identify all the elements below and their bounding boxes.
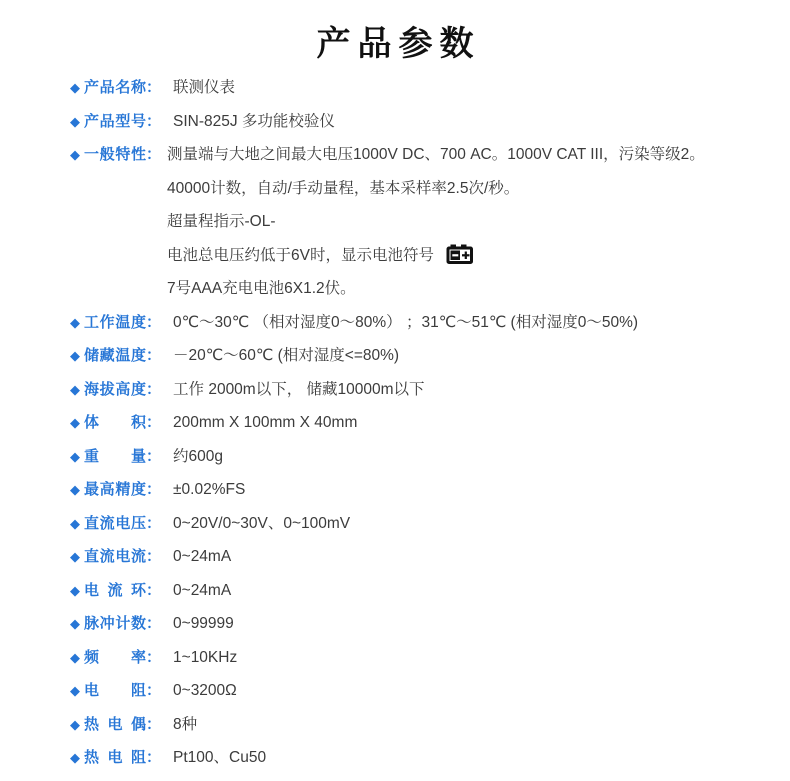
spec-label: 工作温度 <box>84 313 146 331</box>
feature-line: 7号AAA充电电池6X1.2伏。 <box>167 280 356 297</box>
spec-value: ±0.02%FS <box>173 481 246 498</box>
spec-colon: ： <box>146 548 162 565</box>
spec-colon: ： <box>146 347 162 364</box>
spec-colon: ： <box>146 615 162 632</box>
spec-label: 电 阻 <box>84 682 146 699</box>
diamond-bullet-icon: ◆ <box>70 649 80 665</box>
spec-row-pulse-count <box>70 607 772 641</box>
diamond-bullet-icon: ◆ <box>70 80 80 95</box>
diamond-bullet-icon: ◆ <box>70 683 80 698</box>
spec-colon: ： <box>146 481 162 498</box>
spec-value: 1~10KHz <box>173 648 238 666</box>
spec-label: 电 流 环 <box>84 581 146 599</box>
spec-value: 200mm X 100mm X 40mm <box>173 414 358 431</box>
spec-label: 直流电压 <box>84 514 146 532</box>
diamond-bullet-icon: ◆ <box>70 549 80 564</box>
spec-row-dc-voltage <box>70 507 772 541</box>
spec-colon: ： <box>146 414 162 431</box>
feature-line: 超量程指示-OL- <box>167 213 276 230</box>
spec-colon: ： <box>146 380 162 398</box>
spec-colon: ： <box>146 715 162 733</box>
spec-label: 一般特性 <box>84 146 146 163</box>
feature-line: 40000计数，自动/手动量程，基本采样率2.5次/秒。 <box>167 179 520 197</box>
diamond-bullet-icon: ◆ <box>70 314 80 330</box>
spec-value: －20℃～60℃ (相对湿度<=80%) <box>173 347 400 364</box>
feature-line-battery <box>167 239 705 273</box>
spec-row-product-name <box>70 71 772 105</box>
spec-row-storage-temp <box>70 339 772 373</box>
spec-row-max-accuracy <box>70 473 772 507</box>
spec-label: 产品型号 <box>84 112 146 130</box>
diamond-bullet-icon: ◆ <box>70 750 80 765</box>
diamond-bullet-icon: ◆ <box>70 515 80 531</box>
spec-colon: ： <box>146 447 162 465</box>
battery-low-icon <box>446 244 474 264</box>
spec-label: 体 积 <box>84 414 146 431</box>
spec-colon: ： <box>146 514 162 532</box>
spec-value <box>167 138 705 306</box>
diamond-bullet-icon: ◆ <box>70 113 80 129</box>
spec-label: 直流电流 <box>84 548 146 565</box>
spec-colon: ： <box>146 749 162 766</box>
spec-label: 热 电 偶 <box>84 715 146 733</box>
spec-value: SIN-825J 多功能校验仪 <box>173 112 335 130</box>
spec-row-dimensions <box>70 406 772 440</box>
spec-label: 频 率 <box>84 648 146 666</box>
spec-value: Pt100、Cu50 <box>173 749 267 766</box>
spec-colon: ： <box>146 112 162 130</box>
diamond-bullet-icon: ◆ <box>70 482 80 497</box>
spec-value: 0~24mA <box>173 581 232 599</box>
feature-line-text: 电池总电压约低于6V时，显示电池符号 <box>167 246 434 264</box>
diamond-bullet-icon: ◆ <box>70 348 80 363</box>
spec-row-product-model <box>70 105 772 139</box>
spec-colon: ： <box>146 79 162 96</box>
spec-value: 0~20V/0~30V、0~100mV <box>173 514 351 532</box>
spec-label: 脉冲计数 <box>84 615 146 632</box>
spec-row-frequency <box>70 641 772 675</box>
spec-list <box>0 71 790 775</box>
spec-value: 0~24mA <box>173 548 232 565</box>
spec-row-rtd <box>70 741 772 775</box>
spec-value: 0~3200Ω <box>173 682 237 699</box>
spec-label: 热 电 阻 <box>84 749 146 766</box>
page-title: 产品参数 <box>316 25 481 63</box>
spec-value: 0~99999 <box>173 615 234 632</box>
spec-row-altitude <box>70 373 772 407</box>
diamond-bullet-icon: ◆ <box>70 448 80 464</box>
spec-row-current-loop <box>70 574 772 608</box>
spec-row-operating-temp <box>70 306 772 340</box>
diamond-bullet-icon: ◆ <box>70 147 80 162</box>
spec-value: 联测仪表 <box>173 79 236 96</box>
spec-row-weight <box>70 440 772 474</box>
spec-colon: ： <box>146 146 162 163</box>
diamond-bullet-icon: ◆ <box>70 415 80 430</box>
spec-row-thermocouple <box>70 708 772 742</box>
spec-label: 海拔高度 <box>84 380 146 398</box>
spec-row-general-features <box>70 138 772 306</box>
feature-line: 测量端与大地之间最大电压1000V DC、700 AC。1000V CAT III，污染等级2。 <box>167 146 705 163</box>
spec-label: 产品名称 <box>84 79 146 96</box>
diamond-bullet-icon: ◆ <box>70 381 80 397</box>
spec-label: 最高精度 <box>84 481 146 498</box>
spec-row-dc-current <box>70 540 772 574</box>
spec-value: 约600g <box>173 447 223 465</box>
spec-value: 8种 <box>173 715 198 733</box>
diamond-bullet-icon: ◆ <box>70 582 80 598</box>
diamond-bullet-icon: ◆ <box>70 616 80 631</box>
spec-label: 储藏温度 <box>84 347 146 364</box>
spec-colon: ： <box>146 313 162 331</box>
spec-row-resistance <box>70 674 772 708</box>
spec-value: 工作 2000m以下， 储藏10000m以下 <box>173 380 425 398</box>
spec-label: 重 量 <box>84 447 146 465</box>
spec-colon: ： <box>146 581 162 599</box>
spec-colon: ： <box>146 648 162 666</box>
spec-value: 0℃～30℃ （相对湿度0～80%） ；31℃～51℃ (相对湿度0～50%) <box>173 313 639 331</box>
diamond-bullet-icon: ◆ <box>70 716 80 732</box>
spec-colon: ： <box>146 682 162 699</box>
